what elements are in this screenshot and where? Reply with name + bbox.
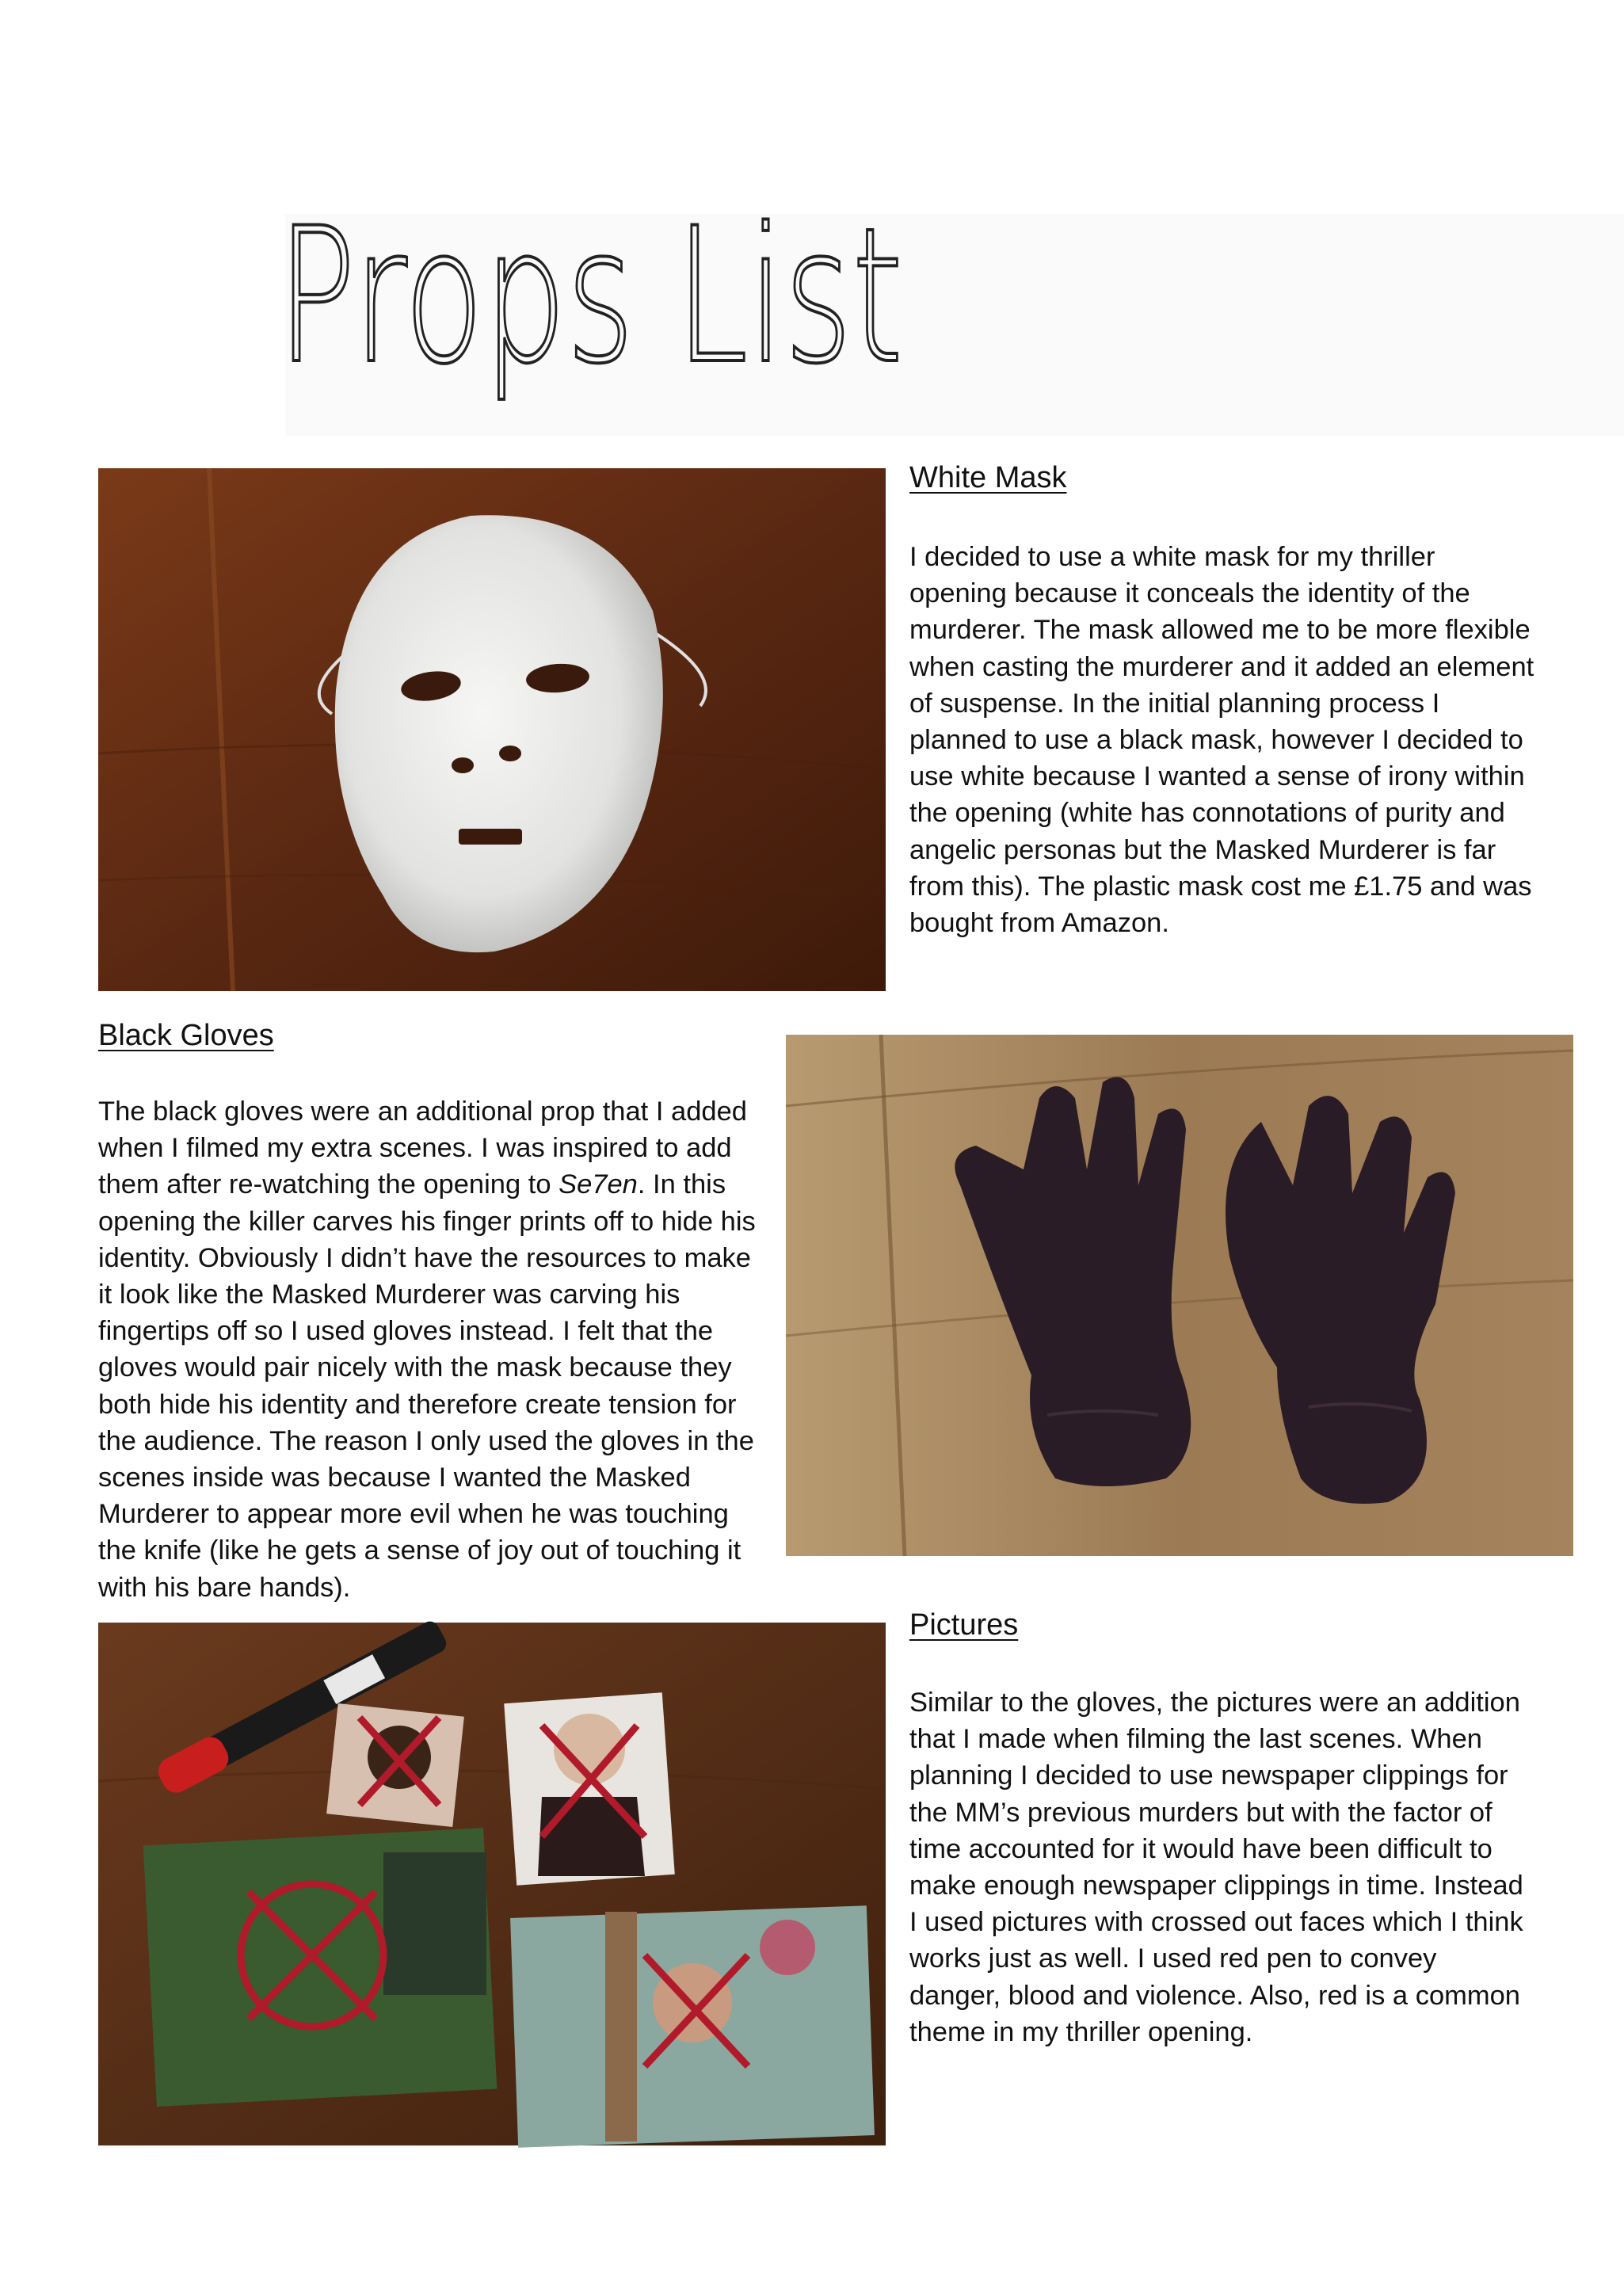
gloves-text-part2: . In this opening the killer carves his finger prints off to hide his identity. Obviously I didn’t have the resources to make it look like the Masked Murderer was carving his fingertips off so I used gloves instead. I felt that the gloves would pair nicely with the mask because they both hide his identity and therefore create tension for the audience. The reason I only used the gloves in the scenes inside was because I wanted the Masked Murderer to appear more evil when he was touching the knife (like he gets a sense of joy out of touching it with his bare hands). <box>98 1169 756 1603</box>
black-gloves-photo <box>786 1035 1573 1556</box>
pictures-heading: Pictures <box>909 1608 1019 1642</box>
pictures-photo <box>98 1623 886 2145</box>
white-mask-heading: White Mask <box>909 461 1067 494</box>
white-mask-description: I decided to use a white mask for my thriller opening because it conceals the identity of the murderer. The mask allowed me to be more flexible when casting the murderer and it added an element of suspense. In the initial planning process I planned to use a black mask, however I decided to use white because I wanted a sense of irony within the opening (white has connotations of purity and angelic personas but the Masked Murderer is far from this). The plastic mask cost me £1.75 and was bought from Amazon. <box>909 542 1534 939</box>
pictures-description: Similar to the gloves, the pictures were an addition that I made when filming the last scenes. When planning I decided to use newspaper clippings for the MM’s previous murders but with the factor of time accounted for it would have been difficult to make enough newspaper clippings in time. Instead I used pictures with crossed out faces which I think works just as well. I used red pen to convey danger, blood and violence. Also, red is a common theme in my thriller opening. <box>909 1688 1523 2047</box>
black-gloves-description <box>98 1093 764 1606</box>
black-gloves-heading: Black Gloves <box>98 1019 274 1052</box>
page-title-text: Props List <box>277 189 903 405</box>
gloves-text-part1: The black gloves were an additional prop that I added when I filmed my extra scenes. I was inspired to add them after re-watching the opening to <box>98 1097 747 1200</box>
white-mask-photo <box>98 468 886 991</box>
page-title <box>277 186 990 408</box>
film-title: Se7en <box>558 1169 638 1200</box>
